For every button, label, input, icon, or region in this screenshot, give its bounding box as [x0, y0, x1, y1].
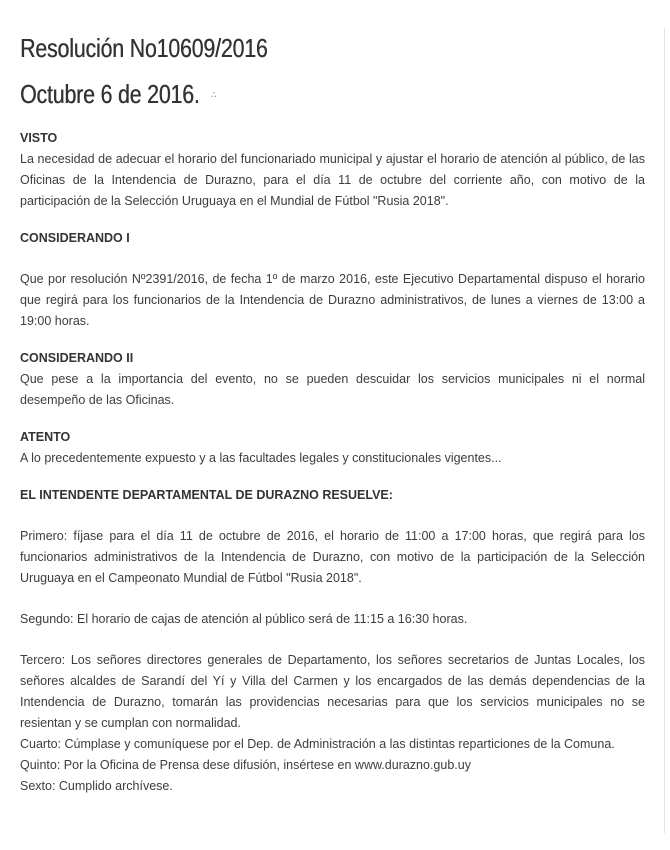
section-atento — [20, 427, 645, 469]
resuelve-segundo: Segundo: El horario de cajas de atención al público será de 11:15 a 16:30 horas. — [20, 612, 468, 627]
resuelve-cuarto: Cuarto: Cúmplase y comuníquese por el Dep. de Administración a las distintas reparticiones de la Comuna. — [20, 737, 615, 752]
resuelve-primero: Primero: fíjase para el día 11 de octubre de 2016, el horario de 11:00 a 17:00 horas, que regirá para los funcionarios administrativos de la Intendencia de Durazno, con motivo de la participación de la Selección Uruguaya en el Campeonato Mundial de Fútbol "Rusia 2018". — [20, 529, 645, 586]
resuelve-tercero: Tercero: Los señores directores generales de Departamento, los señores secretarios de Juntas Locales, los señores alcaldes de Sarandí del Yí y Villa del Carmen y los encargados de las demás dependencias de la Intendencia de Durazno, tomarán las providencias necesarias para que los servicios municipales no se resientan y se cumplan con normalidad. — [20, 653, 645, 731]
resuelve-quinto: Quinto: Por la Oficina de Prensa dese difusión, insértese en www.durazno.gub.uy — [20, 758, 471, 773]
resolution-date — [20, 74, 533, 116]
considerando-1-text: Que por resolución Nº2391/2016, de fecha 1º de marzo 2016, este Ejecutivo Departamental dispuso el horario que regirá para los funcionarios de la Intendencia de Durazno administrativos, de lunes a viernes de 13:00 a 19:00 horas. — [20, 272, 645, 329]
resolution-title: Resolución No10609/2016 — [20, 33, 268, 63]
considerando-2-heading: CONSIDERANDO II — [20, 351, 134, 366]
section-resuelve — [20, 485, 645, 797]
atento-text: A lo precedentemente expuesto y a las facultades legales y constitucionales vigentes... — [20, 451, 502, 466]
visto-heading: VISTO — [20, 131, 58, 146]
resolution-document — [20, 28, 645, 797]
considerando-2-text: Que pese a la importancia del evento, no se pueden descuidar los servicios municipales ni el normal desempeño de las Oficinas. — [20, 372, 645, 408]
visto-text: La necesidad de adecuar el horario del funcionariado municipal y ajustar el horario de atención al público, de las Oficinas de la Intendencia de Durazno, para el día 11 de octubre del corriente año, con motivo de la participación de la Selección Uruguaya en el Mundial de Fútbol "Rusia 2018". — [20, 152, 645, 209]
resolution-date-text: Octubre 6 de 2016. — [20, 79, 200, 109]
page-divider — [664, 28, 665, 833]
section-considerando-2 — [20, 348, 645, 411]
considerando-1-heading: CONSIDERANDO I — [20, 231, 130, 246]
section-visto — [20, 128, 645, 212]
resuelve-heading: EL INTENDENTE DEPARTAMENTAL DE DURAZNO RESUELVE: — [20, 488, 393, 503]
atento-heading: ATENTO — [20, 430, 71, 445]
resuelve-sexto: Sexto: Cumplido archívese. — [20, 779, 173, 794]
decorative-mark: ∴ — [211, 90, 217, 102]
section-considerando-1 — [20, 228, 645, 332]
